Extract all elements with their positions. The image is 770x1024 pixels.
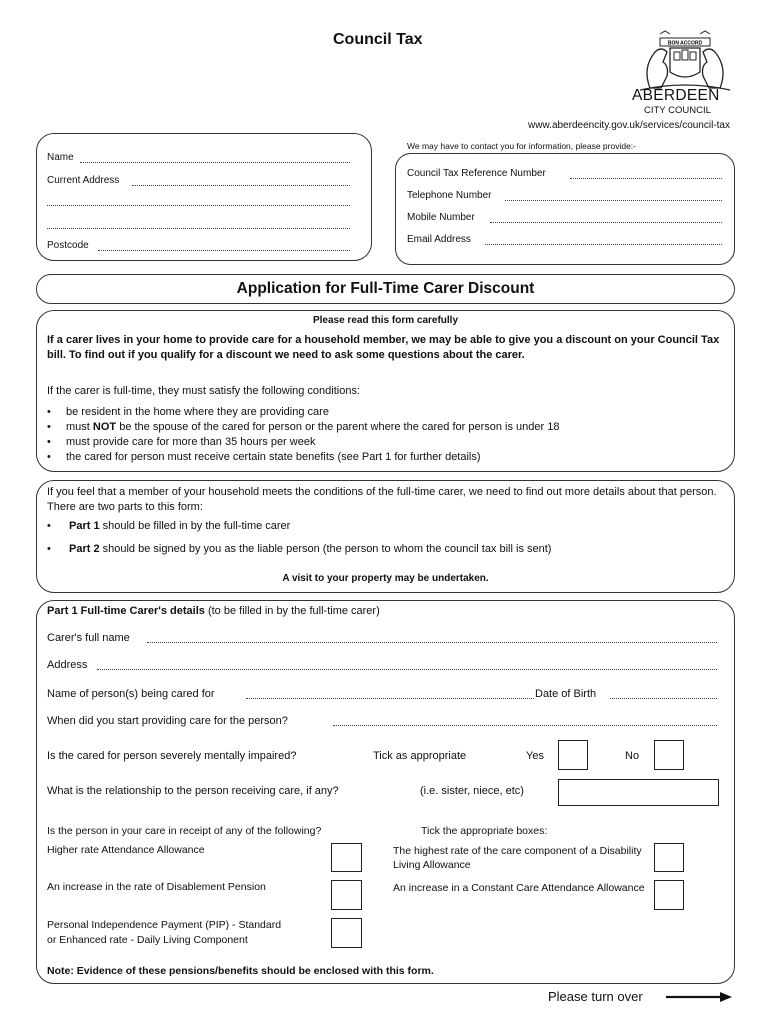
benefit-5-checkbox[interactable] xyxy=(331,918,362,948)
phone-label: Telephone Number xyxy=(407,190,492,201)
benefit-3-label: An increase in the rate of Disablement Pension xyxy=(47,881,266,893)
start-date-field[interactable] xyxy=(333,725,717,726)
email-field[interactable] xyxy=(485,244,722,245)
evidence-note: Note: Evidence of these pensions/benefits should be enclosed with this form. xyxy=(47,965,434,977)
carer-name-field[interactable] xyxy=(147,642,717,643)
name-field[interactable] xyxy=(80,162,350,163)
part1-heading-normal: (to be filled in by the full-time carer) xyxy=(204,605,380,617)
name-label: Name xyxy=(47,152,74,163)
logo-city: ABERDEEN xyxy=(632,87,720,104)
condition-1: • be resident in the home where they are providing care xyxy=(44,405,734,420)
carer-address-field[interactable] xyxy=(97,669,717,670)
benefit-2-checkbox[interactable] xyxy=(654,843,684,872)
arrow-right-icon xyxy=(666,991,732,1003)
coat-of-arms-icon xyxy=(630,30,740,92)
address-line-3[interactable] xyxy=(47,228,350,229)
postcode-label: Postcode xyxy=(47,240,89,251)
mobile-label: Mobile Number xyxy=(407,212,475,223)
website-link[interactable]: www.aberdeencity.gov.uk/services/council-tax xyxy=(528,120,730,131)
logo-motto: BON ACCORD xyxy=(667,40,703,47)
benefit-2-label: The highest rate of the care component of a Disability Living Allowance xyxy=(393,845,642,871)
benefit-4-checkbox[interactable] xyxy=(654,880,684,910)
benefits-question: Is the person in your care in receipt of any of the following? xyxy=(47,825,322,837)
condition-2-pre: must xyxy=(66,421,93,433)
intro-heading: Please read this form carefully xyxy=(312,315,459,326)
current-address-field[interactable] xyxy=(132,185,350,186)
part1-bullet: • Part 1 should be filled in by the full-time carer xyxy=(47,520,291,532)
condition-2-post: be the spouse of the cared for person or the parent where the cared for person is under 18 xyxy=(116,421,560,433)
mobile-field[interactable] xyxy=(490,222,722,223)
part2-text: should be signed by you as the liable person (the person to whom the council tax bill is sent) xyxy=(99,543,552,555)
turn-over-text: Please turn over xyxy=(548,989,643,1004)
form-title: Application for Full-Time Carer Discount xyxy=(236,280,535,297)
relationship-input[interactable] xyxy=(558,779,719,806)
current-address-label: Current Address xyxy=(47,175,120,186)
part1-heading-bold: Part 1 Full-time Carer's details xyxy=(47,605,205,617)
ref-label: Council Tax Reference Number xyxy=(407,168,546,179)
benefit-1-checkbox[interactable] xyxy=(331,843,362,872)
benefit-5-label: Personal Independence Payment (PIP) - Standard or Enhanced rate - Daily Living Component xyxy=(47,919,282,946)
benefit-1-label: Higher rate Attendance Allowance xyxy=(47,844,205,856)
cared-for-field[interactable] xyxy=(246,698,534,699)
email-label: Email Address xyxy=(407,234,471,245)
visit-note: A visit to your property may be undertaken. xyxy=(282,573,489,584)
tick-as-appropriate: Tick as appropriate xyxy=(373,750,467,762)
part1-heading xyxy=(47,605,380,617)
carer-address-label: Address xyxy=(47,659,88,671)
benefit-4-label: An increase in a Constant Care Attendance Allowance xyxy=(393,882,645,894)
dob-label: Date of Birth xyxy=(535,688,597,700)
condition-2 xyxy=(44,420,734,435)
parts-text: If you feel that a member of your household meets the conditions of the full-time carer, we need to find out more details about that person. There are two parts to this form: xyxy=(47,486,717,513)
page-title: Council Tax xyxy=(333,31,423,48)
cared-for-label: Name of person(s) being cared for xyxy=(47,688,215,700)
conditions-list xyxy=(44,405,734,465)
benefits-tick-label: Tick the appropriate boxes: xyxy=(421,825,548,837)
relationship-question: What is the relationship to the person receiving care, if any? xyxy=(47,785,339,797)
impaired-no-checkbox[interactable] xyxy=(654,740,684,770)
condition-2-not: NOT xyxy=(92,421,117,433)
council-logo xyxy=(630,30,740,120)
relationship-hint: (i.e. sister, niece, etc) xyxy=(420,785,524,797)
part1-text: should be filled in by the full-time carer xyxy=(99,520,291,532)
carer-name-label: Carer's full name xyxy=(47,632,130,644)
conditions-intro: If the carer is full-time, they must satisfy the following conditions: xyxy=(47,385,361,397)
dob-field[interactable] xyxy=(610,698,717,699)
part1-label: Part 1 xyxy=(69,520,100,532)
postcode-field[interactable] xyxy=(98,250,350,251)
yes-label: Yes xyxy=(526,750,544,762)
condition-3: • must provide care for more than 35 hours per week xyxy=(44,435,734,450)
no-label: No xyxy=(625,750,640,762)
start-date-label: When did you start providing care for the person? xyxy=(47,715,288,727)
ref-field[interactable] xyxy=(570,178,722,179)
part2-label: Part 2 xyxy=(69,543,100,555)
intro-lead: If a carer lives in your home to provide care for a household member, we may be able to give you a discount on your Council Tax bill. To find out if you qualify for a discount we need to ask some questions about the carer. xyxy=(47,334,720,361)
logo-council: CITY COUNCIL xyxy=(644,105,711,116)
condition-4: • the cared for person must receive certain state benefits (see Part 1 for further details) xyxy=(44,450,734,465)
impaired-question: Is the cared for person severely mentally impaired? xyxy=(47,750,297,762)
part2-bullet: • Part 2 should be signed by you as the liable person (the person to whom the council tax bill is sent) xyxy=(47,543,552,555)
impaired-yes-checkbox[interactable] xyxy=(558,740,588,770)
contact-intro: We may have to contact you for information, please provide:- xyxy=(407,141,636,151)
address-line-2[interactable] xyxy=(47,205,350,206)
benefit-3-checkbox[interactable] xyxy=(331,880,362,910)
phone-field[interactable] xyxy=(505,200,722,201)
